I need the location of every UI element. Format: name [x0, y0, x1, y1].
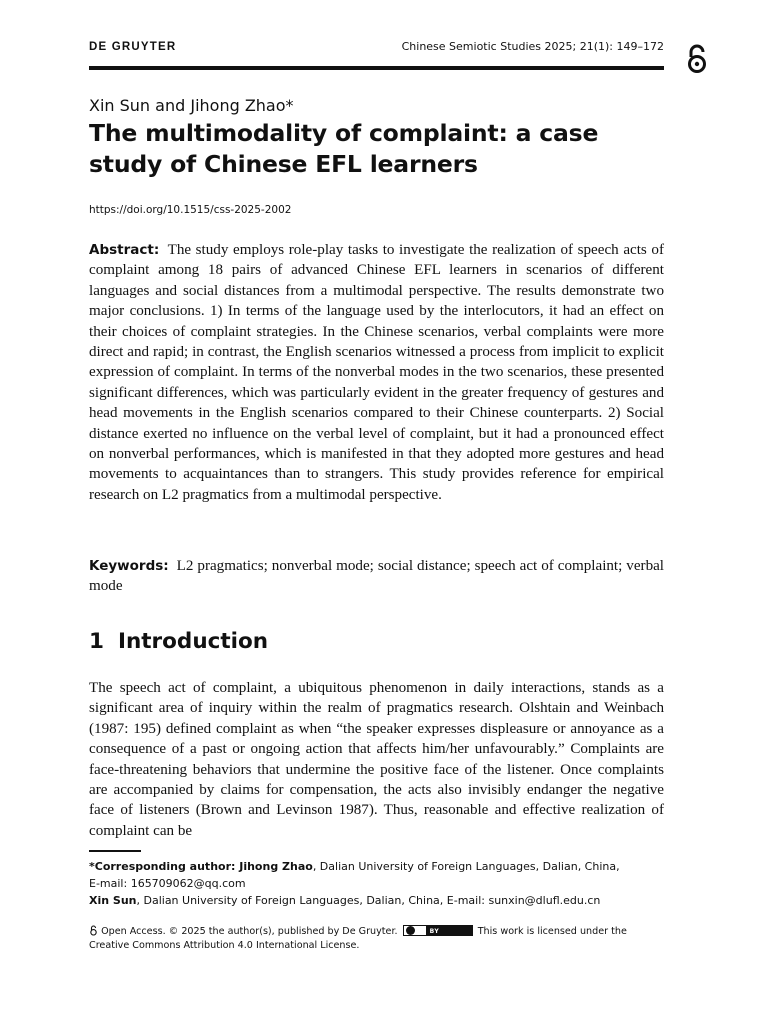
- publisher-name: DE GRUYTER: [89, 41, 177, 53]
- second-author-affiliation: , Dalian University of Foreign Languages, Dalian, China, E-mail: sunxin@dlufl.edu.cn: [136, 894, 601, 907]
- header-rule: [89, 66, 664, 70]
- abstract-text: The study employs role-play tasks to investigate the realization of speech acts of complaint among 18 pairs of advanced Chinese EFL learners in scenarios of different languages and social distances from a multimodal perspective. The results demonstrate two major conclusions. 1) In terms of the language used by the interlocutors, it had an effect on their choices of complaint strategies. In the Chinese scenarios, verbal complaints were more direct and rapid; in contrast, the English scenarios witnessed a process from implicit to explicit expression of complaint. In terms of the nonverbal modes in the two scenarios, these presented significant differences, which was particularly evident in the greater frequency of gestures and head movements in the English scenarios compared to their Chinese counterparts. 2) Social distance exerted no influence on the verbal level of complaint, but it had a pronounced effect on nonverbal performances, which is manifested in that they adopted more gestures and head movements to acquaintances than to strangers. This study provides reference for empirical research on L2 pragmatics from a multimodal perspective.: [89, 242, 664, 503]
- intro-paragraph: The speech act of complaint, a ubiquitous phenomenon in daily interactions, stands as a significant area of inquiry within the realm of pragmatics research. Olshtain and Weinbach (1987: 195) defined complaint as when “the speaker expresses displeasure or annoyance as a consequence of a past or ongoing action that affects him/her unfavourably.” Complaints are face-threatening behaviors that undermine the positive face of the listener. Once complaints are accompanied by claims for compensation, the acts also invisibly endanger the negative face of listeners (Brown and Levinson 1987). Thus, reasonable and effective realization of complaint can be: [89, 680, 664, 839]
- section-title: Introduction: [117, 629, 269, 654]
- section-number: 1: [89, 629, 104, 654]
- keywords-label: Keywords:: [89, 558, 169, 574]
- cc-by-badge-text: BY: [429, 928, 440, 935]
- footnotes: [89, 858, 664, 909]
- corresponding-author-label: *Corresponding author: Jihong Zhao: [89, 860, 313, 873]
- cc-by-badge-icon[interactable]: [403, 925, 473, 936]
- doi-link[interactable]: https://doi.org/10.1515/css-2025-2002: [89, 204, 292, 216]
- article-title: The multimodality of complaint: a case study of Chinese EFL learners: [89, 119, 599, 178]
- corresponding-author-note: [89, 858, 664, 875]
- license-note: [89, 925, 664, 953]
- open-access-icon[interactable]: [684, 44, 710, 74]
- second-author-label: Xin Sun: [89, 894, 137, 907]
- license-statement: This work is licensed under the Creative Commons Attribution 4.0 International License.: [89, 926, 627, 951]
- abstract: [89, 240, 664, 505]
- page-header: [89, 38, 664, 62]
- keywords-text: L2 pragmatics; nonverbal mode; social distance; speech act of complaint; verbal mode: [89, 558, 665, 595]
- open-access-small-icon: [89, 925, 98, 936]
- section-heading: [89, 629, 268, 654]
- keywords: [89, 556, 664, 597]
- corresponding-author-email[interactable]: E-mail: 165709062@qq.com: [89, 877, 246, 890]
- second-author-note: [89, 892, 664, 909]
- article-authors: Xin Sun and Jihong Zhao*: [89, 96, 294, 115]
- open-access-statement: Open Access. © 2025 the author(s), published by De Gruyter.: [101, 926, 398, 937]
- journal-reference: Chinese Semiotic Studies 2025; 21(1): 149–172: [401, 40, 664, 53]
- corresponding-author-affiliation: , Dalian University of Foreign Languages, Dalian, China,: [312, 860, 620, 873]
- footnote-rule: [89, 850, 141, 852]
- abstract-label: Abstract:: [89, 242, 160, 258]
